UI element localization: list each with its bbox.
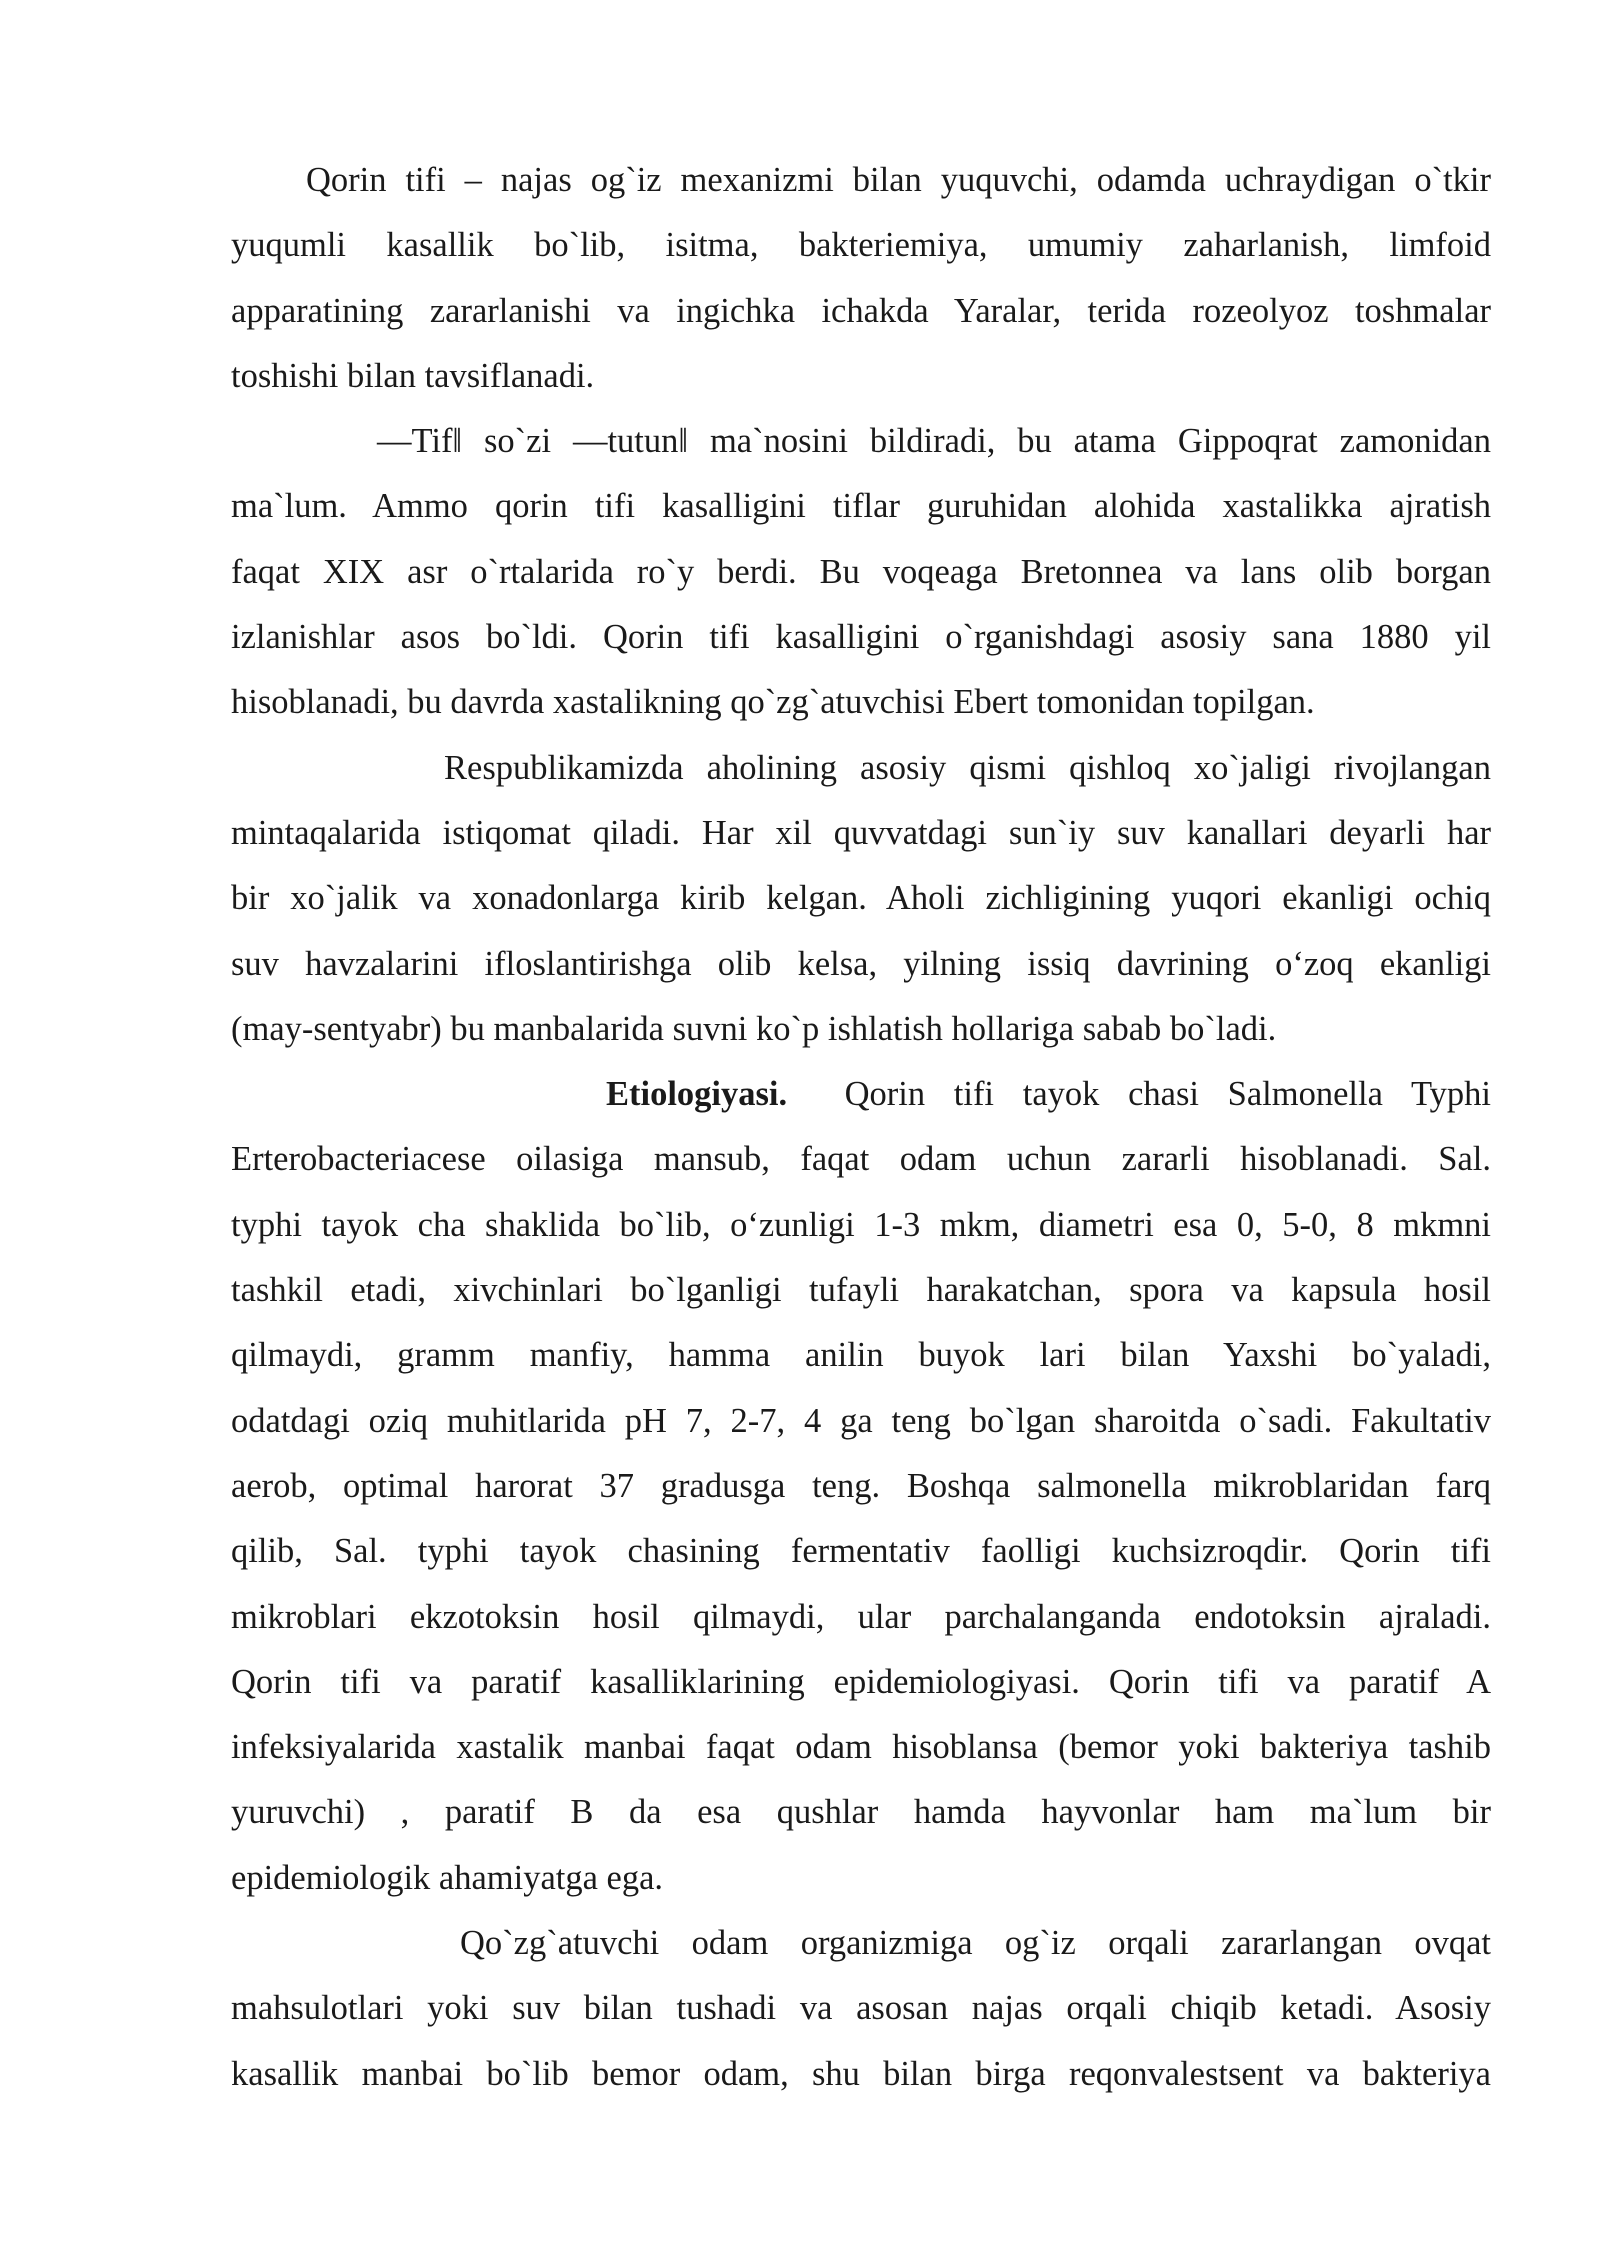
text-line: hisoblanadi, bu davrda xastalikning qo`zg`atuvchisi Ebert tomonidan topilgan. <box>231 683 1315 722</box>
text-line: mikroblari ekzotoksin hosil qilmaydi, ular parchalanganda endotoksin ajraladi. <box>231 1597 1491 1636</box>
etiology-line <box>231 1062 1491 1127</box>
document-page <box>231 148 1491 2107</box>
text-line: faqat XIX asr o`rtalarida ro`y berdi. Bu voqeaga Bretonnea va lans olib borgan <box>231 552 1491 591</box>
text-line: odatdagi oziq muhitlarida pH 7, 2-7, 4 ga teng bo`lgan sharoitda o`sadi. Fakultativ <box>231 1401 1491 1440</box>
text-line: Respublikamizda aholining asosiy qismi qishloq xo`jaligi rivojlangan <box>444 748 1491 787</box>
text-line: apparatining zararlanishi va ingichka ichakda Yaralar, terida rozeolyoz toshmalar <box>231 291 1491 330</box>
text-line: mahsulotlari yoki suv bilan tushadi va asosan najas orqali chiqib ketadi. Asosiy <box>231 1989 1491 2028</box>
text-line: suv havzalarini ifloslantirishga olib kelsa, yilning issiq davrining o‘zoq ekanligi <box>231 944 1491 983</box>
text-line: ma`lum. Ammo qorin tifi kasalligini tiflar guruhidan alohida xastalikka ajratish <box>231 487 1491 526</box>
text-line: ―Tif‖ so`zi ―tutun‖ ma`nosini bildiradi, bu atama Gippoqrat zamonidan <box>377 422 1491 461</box>
text-line: kasallik manbai bo`lib bemor odam, shu bilan birga reqonvalestsent va bakteriya <box>231 2054 1491 2093</box>
text-line: Qo`zg`atuvchi odam organizmiga og`iz orqali zararlangan ovqat <box>460 1924 1491 1963</box>
text-line: Qorin tifi – najas og`iz mexanizmi bilan yuquvchi, odamda uchraydigan o`tkir <box>306 161 1491 199</box>
text-line: qilib, Sal. typhi tayok chasining fermentativ faolligi kuchsizroqdir. Qorin tifi <box>231 1532 1491 1571</box>
text-line: yuruvchi) , paratif B da esa qushlar hamda hayvonlar ham ma`lum bir <box>231 1793 1491 1832</box>
text-line: aerob, optimal harorat 37 gradusga teng. Boshqa salmonella mikroblaridan farq <box>231 1466 1491 1505</box>
text-line: (may-sentyabr) bu manbalarida suvni ko`p ishlatish hollariga sabab bo`ladi. <box>231 1009 1277 1048</box>
text-line: infeksiyalarida xastalik manbai faqat odam hisoblansa (bemor yoki bakteriya tashib <box>231 1728 1491 1767</box>
text-line: izlanishlar asos bo`ldi. Qorin tifi kasalligini o`rganishdagi asosiy sana 1880 yil <box>231 618 1491 657</box>
etiology-heading: Etiologiyasi. <box>606 1075 788 1114</box>
text-line: qilmaydi, gramm manfiy, hamma anilin buyok lari bilan Yaxshi bo`yaladi, <box>231 1336 1491 1375</box>
text-line: Qorin tifi tayok chasi Salmonella Typhi <box>844 1075 1491 1114</box>
text-line: toshishi bilan tavsiflanadi. <box>231 356 595 395</box>
text-line: epidemiologik ahamiyatga ega. <box>231 1858 664 1897</box>
text-line: Qorin tifi va paratif kasalliklarining epidemiologiyasi. Qorin tifi va paratif A <box>231 1662 1491 1701</box>
text-line: tashkil etadi, xivchinlari bo`lganligi tufayli harakatchan, spora va kapsula hosil <box>231 1271 1491 1310</box>
text-line: mintaqalarida istiqomat qiladi. Har xil quvvatdagi sun`iy suv kanallari deyarli har <box>231 813 1491 852</box>
text-line: Erterobacteriacese oilasiga mansub, faqat odam uchun zararli hisoblanadi. Sal. <box>231 1140 1491 1179</box>
text-line: bir xo`jalik va xonadonlarga kirib kelgan. Aholi zichligining yuqori ekanligi ochiq <box>231 879 1491 918</box>
text-line: typhi tayok cha shaklida bo`lib, o‘zunligi 1-3 mkm, diametri esa 0, 5-0, 8 mkmni <box>231 1205 1491 1244</box>
text-line: yuqumli kasallik bo`lib, isitma, bakteriemiya, umumiy zaharlanish, limfoid <box>231 226 1491 265</box>
